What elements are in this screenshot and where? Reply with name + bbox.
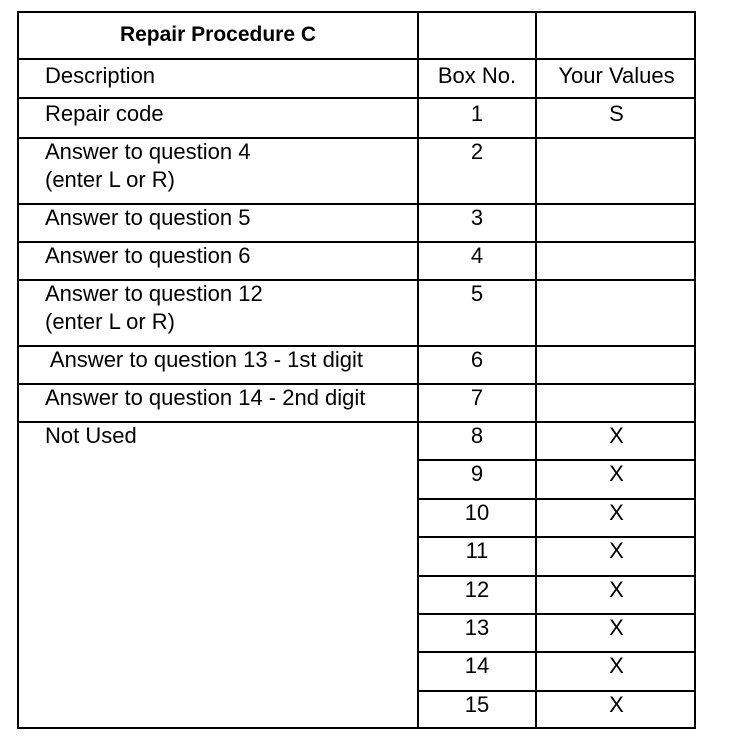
- row-description-line: Answer to question 6: [45, 243, 251, 268]
- not-used-value: X: [609, 499, 624, 525]
- row-description-note: (enter L or R): [45, 167, 176, 192]
- row-box-number: 3: [470, 205, 484, 230]
- not-used-box-number: 14: [464, 653, 490, 679]
- row-description-line: Repair code: [45, 101, 164, 126]
- not-used-value: X: [609, 653, 624, 679]
- repair-procedure-table: [17, 11, 696, 729]
- row-your-value: S: [609, 101, 624, 126]
- not-used-box-number: 12: [464, 576, 490, 602]
- row-divider: [19, 97, 694, 99]
- not-used-box-number: 13: [464, 615, 490, 640]
- row-description: [19, 100, 417, 128]
- not-used-box-number: 9: [470, 461, 484, 487]
- not-used-value: X: [609, 538, 624, 564]
- not-used-value: X: [609, 461, 624, 487]
- row-box-number: 5: [470, 281, 484, 306]
- not-used-value: X: [609, 423, 624, 448]
- row-divider: [19, 58, 694, 60]
- not-used-value: X: [609, 576, 624, 602]
- row-description-line: Answer to question 13 - 1st digit: [45, 347, 363, 372]
- row-description-line: Answer to question 4: [45, 139, 251, 164]
- row-description-note: (enter L or R): [45, 309, 176, 334]
- row-description-line: Answer to question 5: [45, 205, 251, 230]
- not-used-value: X: [609, 615, 624, 640]
- row-box-number: 4: [470, 243, 484, 268]
- not-used-label: Not Used: [45, 423, 137, 448]
- row-description: [19, 138, 417, 194]
- row-description: [19, 242, 417, 270]
- header-your-values: Your Values: [558, 63, 675, 88]
- row-description-line: Answer to question 14 - 2nd digit: [45, 385, 366, 410]
- not-used-value: X: [609, 691, 624, 717]
- not-used-box-number: 11: [465, 538, 489, 564]
- row-box-number: 7: [470, 385, 484, 410]
- row-box-number: 1: [470, 101, 484, 126]
- row-description: [19, 280, 417, 336]
- header-description: Description: [45, 63, 156, 88]
- row-description: [19, 384, 417, 412]
- not-used-box-number: 15: [464, 691, 490, 717]
- row-description: [19, 346, 417, 374]
- row-box-number: 2: [470, 139, 484, 164]
- row-box-number: 6: [470, 347, 484, 372]
- not-used-box-number: 10: [464, 499, 490, 525]
- not-used-box-number: 8: [470, 423, 484, 448]
- row-description: [19, 204, 417, 232]
- header-box-no: Box No.: [437, 63, 517, 88]
- table-title: Repair Procedure C: [119, 23, 317, 46]
- row-description-line: Answer to question 12: [45, 281, 263, 306]
